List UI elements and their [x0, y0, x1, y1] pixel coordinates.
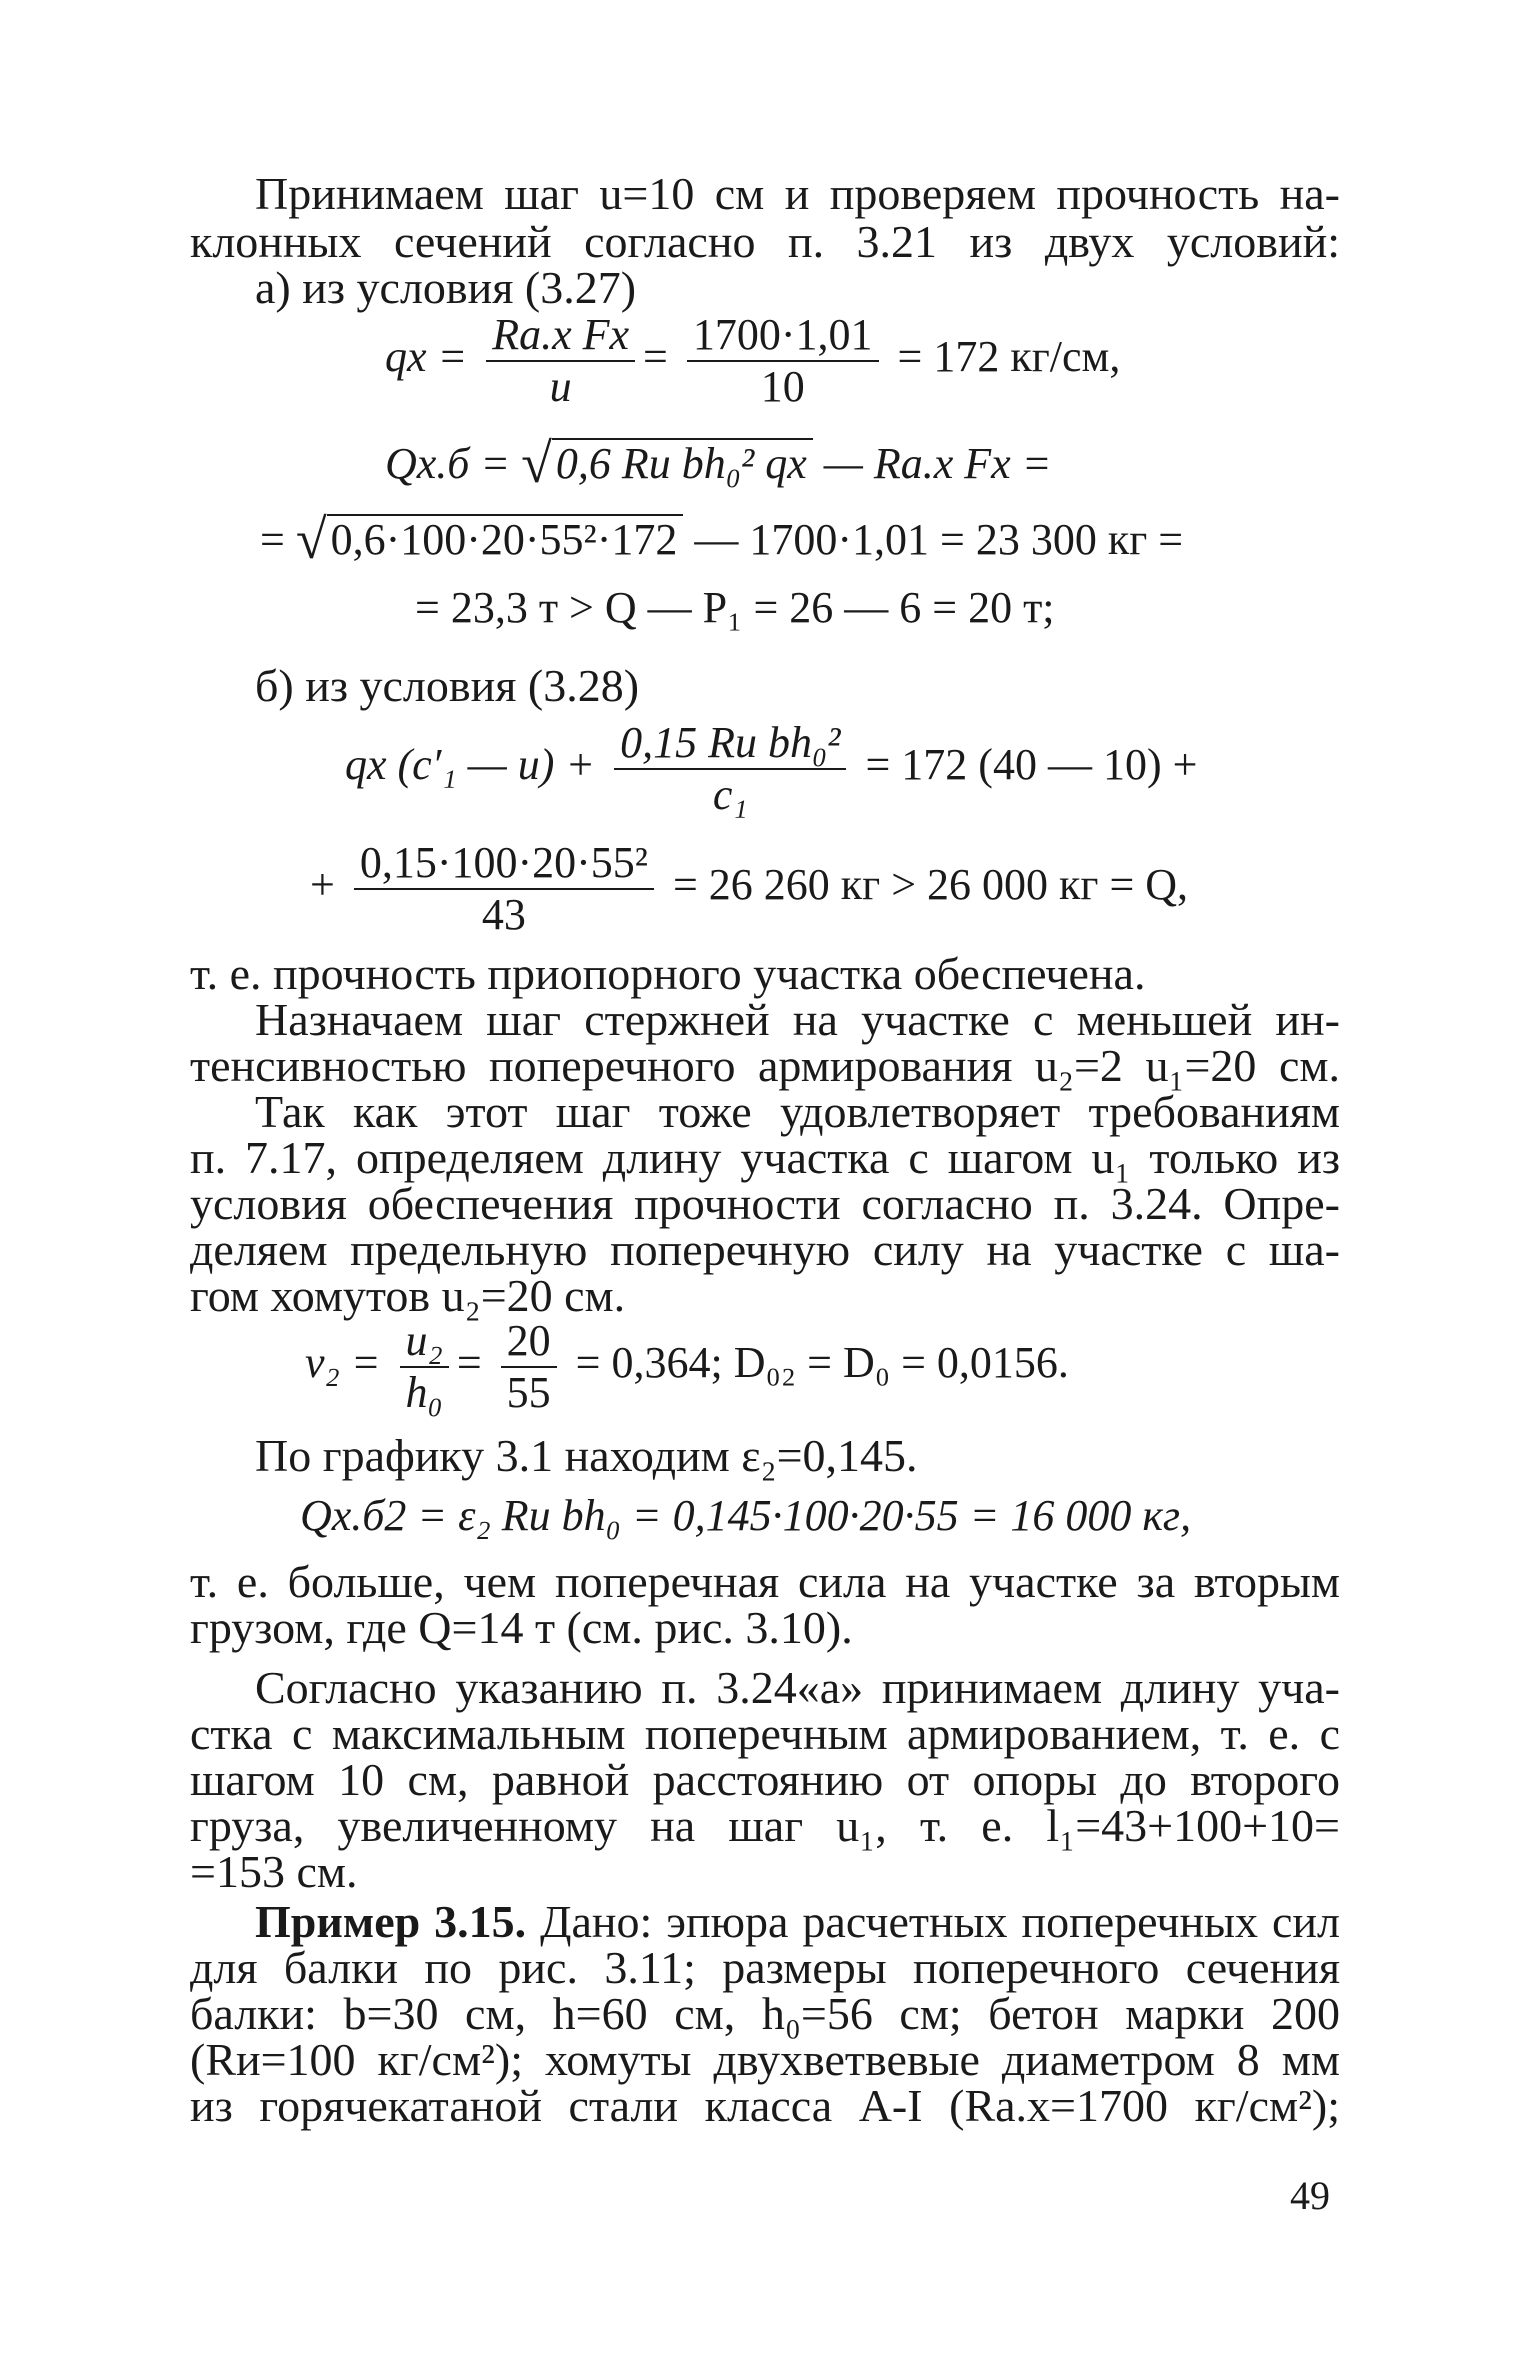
formula-part: = 172 (40 — 10) +	[865, 740, 1198, 790]
numerator: 0,15 Rи bh₀²	[614, 720, 846, 770]
sqrt-icon: √	[295, 509, 327, 571]
text-line: шагом 10 см, равной расстоянию от опоры до второго	[190, 1754, 1340, 1805]
text-line: из горячекатаной стали класса А-I (Rа.х=1700 кг/см²);	[190, 2080, 1340, 2131]
formula-part: Qх.б =	[385, 439, 511, 488]
formula-part: — 1700·1,01 = 23 300 кг =	[694, 515, 1184, 564]
formula-part: v₂ =	[305, 1338, 381, 1388]
text-line: а) из условия (3.27)	[255, 262, 637, 313]
formula-part: +	[310, 860, 335, 910]
fraction	[501, 1318, 557, 1416]
fraction	[486, 312, 635, 410]
formula-part: — Rа.х Fх =	[823, 439, 1052, 488]
text-line: По графику 3.1 находим ε₂=0,145.	[255, 1430, 918, 1481]
formula-v2: v₂ = $\frac{\text{u₂}}{\text{h₀}}$ = $\frac{20}{55}$ = 0,364; D₀₂ = D₀ = 0,0156.	[305, 1316, 1069, 1417]
formula-condition-b	[345, 720, 1197, 818]
formula-part: Qх.б2 = ε₂ Rи bh₀ = 0,145·100·20·55 = 16 000 кг,	[300, 1491, 1192, 1540]
formula-part: = 26 260 кг > 26 000 кг = Q,	[672, 860, 1189, 910]
text-line: условия обеспечения прочности согласно п. 3.24. Опре-	[190, 1178, 1340, 1229]
radicand: 0,6 Rи bh₀² qх	[552, 438, 813, 488]
fraction	[400, 1318, 449, 1416]
numerator: 20	[501, 1318, 557, 1368]
formula-condition-b-result	[310, 840, 1188, 938]
page-number: 49	[1290, 2173, 1330, 2218]
fraction	[614, 720, 846, 818]
denominator: 10	[760, 362, 805, 411]
formula-part: qх =	[385, 332, 468, 382]
text-line: Принимаем шаг u=10 см и проверяем прочность на-	[255, 168, 1340, 219]
denominator: u	[549, 362, 572, 411]
text-line: п. 7.17, определяем длину участка с шагом u₁ только из	[190, 1132, 1340, 1183]
text-line: грузом, где Q=14 т (см. рис. 3.10).	[190, 1602, 853, 1653]
radicand: 0,6·100·20·55²·172	[327, 514, 684, 564]
text-line: тенсивностью поперечного армирования u₂=2 u₁=20 см.	[190, 1040, 1340, 1091]
formula-part: =	[260, 515, 285, 564]
denominator: 43	[481, 890, 526, 939]
text-line: для балки по рис. 3.11; размеры поперечного сечения	[190, 1942, 1340, 1993]
text-line: клонных сечений согласно п. 3.21 из двух условий:	[190, 216, 1340, 267]
formula-part: qх (c′₁ — u) +	[345, 740, 596, 790]
text-line: балки: b=30 см, h=60 см, h₀=56 см; бетон марки 200	[190, 1988, 1340, 2039]
formula-Qxb2	[300, 1490, 1191, 1541]
fraction	[687, 312, 879, 410]
formula-sqrt-numeric	[260, 508, 1183, 572]
sqrt-icon: √	[521, 433, 552, 495]
formula-part: = 23,3 т > Q — P₁ = 26 — 6 = 20 т;	[415, 583, 1055, 632]
denominator: h₀	[405, 1368, 443, 1417]
denominator: 55	[506, 1368, 551, 1417]
text-line: =153 см.	[190, 1846, 358, 1897]
text-line: груза, увеличенному на шаг u₁, т. е. l₁=43+100+10=	[190, 1800, 1340, 1851]
text-line: б) из условия (3.28)	[255, 660, 640, 711]
text-line: стка с максимальным поперечным армированием, т. е. с	[190, 1708, 1340, 1759]
formula-qx: qх = $\frac{\text{Rа.х Fх}}{u}$ = $\frac{1700\cdot 1,01}{10}$ = 172 кг/см,	[385, 310, 1121, 411]
formula-part: = 172 кг/см,	[897, 332, 1121, 382]
example-heading: Пример 3.15.	[255, 1896, 527, 1947]
text-line: (Rи=100 кг/см²); хомуты двухветвевые диаметром 8 мм	[190, 2034, 1340, 2085]
numerator: u₂	[400, 1318, 449, 1368]
text-line: гом хомутов u₂=20 см.	[190, 1270, 626, 1321]
numerator: Rа.х Fх	[486, 312, 635, 362]
formula-result-a	[415, 582, 1055, 633]
formula-part: = 0,364; D₀₂ = D₀ = 0,0156.	[575, 1338, 1069, 1388]
text-line	[255, 1896, 1340, 1948]
numerator: 0,15·100·20·55²	[354, 840, 654, 890]
text-line: Так как этот шаг тоже удовлетворяет требованиям	[255, 1086, 1340, 1137]
numerator: 1700·1,01	[687, 312, 879, 362]
text-segment: Дано: эпюра расчетных поперечных сил	[526, 1896, 1340, 1947]
text-line: Назначаем шаг стержней на участке с меньшей ин-	[255, 994, 1340, 1045]
text-line: деляем предельную поперечную силу на участке с ша-	[190, 1224, 1340, 1275]
text-line: т. е. прочность приопорного участка обеспечена.	[190, 948, 1146, 999]
text-line: Согласно указанию п. 3.24«а» принимаем длину уча-	[255, 1662, 1340, 1713]
text-line: т. е. больше, чем поперечная сила на участке за вторым	[190, 1556, 1340, 1607]
formula-Qxb	[385, 432, 1051, 496]
denominator: c₁	[712, 770, 748, 819]
fraction	[354, 840, 654, 938]
